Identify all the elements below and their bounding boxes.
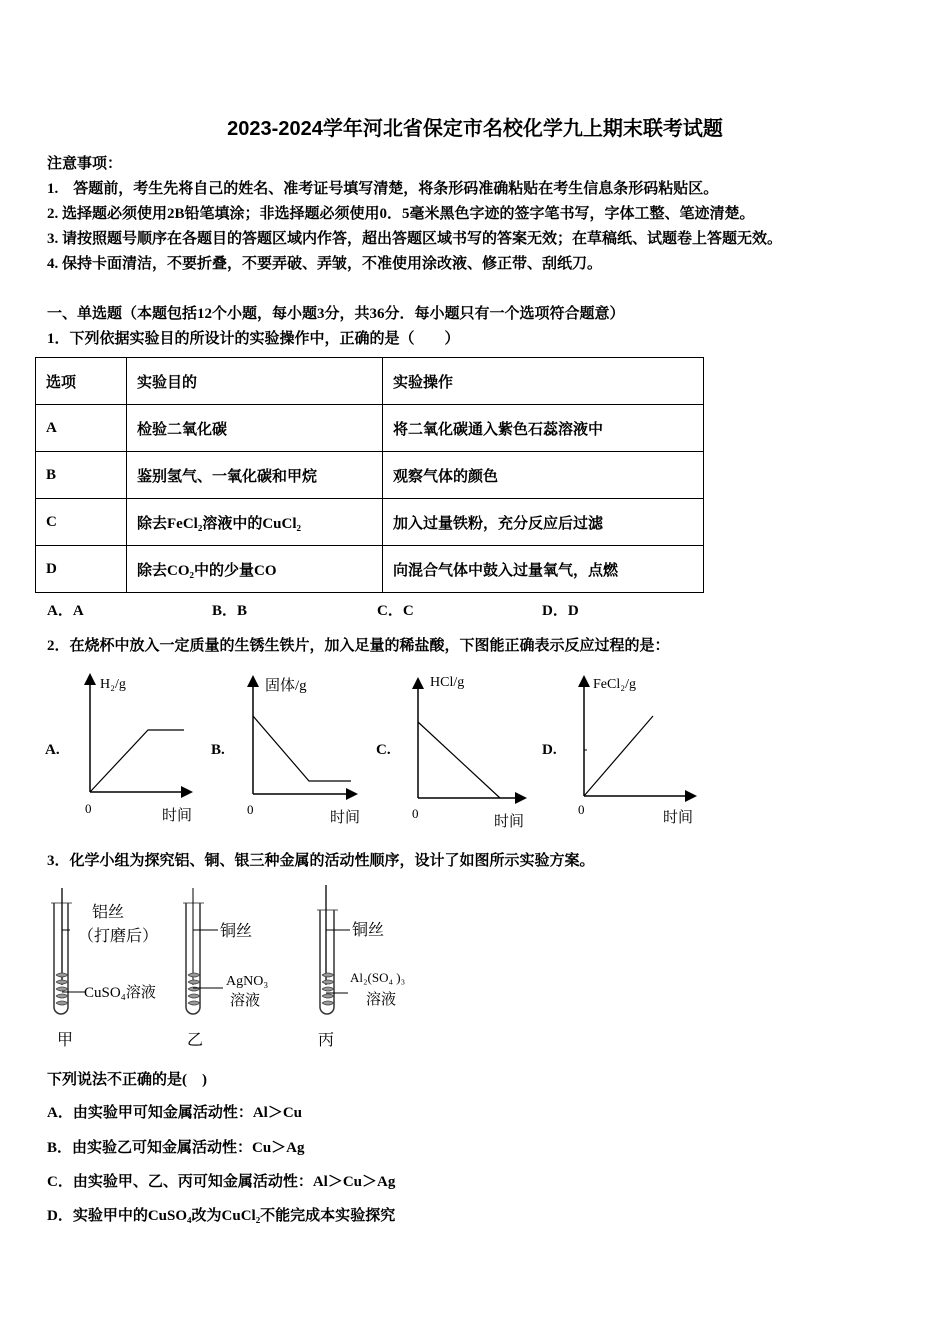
y-axis-label: HCl/g [430,675,465,690]
solution-label: Al₂(SO₄ )₃ [350,970,406,985]
x-axis-label: 时间 [162,808,193,824]
table-cell: 除去CO₂中的少量CO [127,546,383,593]
origin-label: 0 [85,801,92,816]
solution-label-2: 溶液 [366,992,397,1008]
question-3-prompt: 下列说法不正确的是( ) [47,1072,207,1088]
table-row [36,452,704,499]
graph-option-label: A. [45,742,60,758]
wire-note: （打磨后） [78,928,159,945]
y-axis-label: H₂/g [100,677,126,692]
origin-label: 0 [412,806,419,821]
table-cell: 向混合气体中鼓入过量氧气，点燃 [383,546,704,593]
curve [418,722,500,798]
question-3-stem: 3．化学小组为探究铝、铜、银三种金属的活动性顺序，设计了如图所示实验方案。 [47,853,595,869]
test-tube-bing [317,885,405,1049]
table-cell: 将二氧化碳通入紫色石蕊溶液中 [383,405,704,452]
origin-label: 0 [578,802,585,817]
question-1-stem: 1．下列依据实验目的所设计的实验操作中，正确的是（ ） [47,331,460,347]
table-cell: 鉴别氢气、一氧化碳和甲烷 [127,452,383,499]
graph-b [225,668,385,828]
x-axis-label: 时间 [494,814,525,830]
tube-name: 甲 [57,1032,74,1049]
table-cell: 观察气体的颜色 [383,452,704,499]
question-1-option: D．D [542,603,579,619]
wire-label: 铜丝 [352,922,385,939]
table-cell: B [36,452,127,499]
notice-item: 1. 答题前，考生先将自己的姓名、准考证号填写清楚，将条形码准确粘贴在考生信息条形码粘贴区。 [47,181,719,197]
y-axis-label: FeCl₂/g [593,677,636,692]
question-3-option: B．由实验乙可知金属活动性：Cu＞Ag [47,1140,305,1156]
solution-label: AgNO₃ [226,974,269,989]
graph-a [60,668,220,828]
graph-c [392,668,552,833]
notice-item: 2. 选择题必须使用2B铅笔填涂；非选择题必须使用0．5毫米黑色字迹的签字笔书写，字体工整、笔迹清楚。 [47,206,755,222]
table-cell: 加入过量铁粉，充分反应后过滤 [383,499,704,546]
table-row [36,499,704,546]
x-axis-label: 时间 [330,810,361,826]
question-1-table [35,357,704,593]
table-cell: 除去FeCl₂溶液中的CuCl₂ [127,499,383,546]
solution-label-2: 溶液 [230,993,261,1009]
table-header-row [36,358,704,405]
table-header: 实验目的 [127,358,383,405]
table-row [36,405,704,452]
question-1-option: B．B [212,603,248,619]
graph-option-label: B. [211,742,225,758]
table-cell: 检验二氧化碳 [127,405,383,452]
tube-name: 丙 [318,1032,335,1049]
table-header: 选项 [36,358,127,405]
question-2-stem: 2．在烧杯中放入一定质量的生锈生铁片，加入足量的稀盐酸，下图能正确表示反应过程的是： [47,638,670,654]
test-tube-diagram [40,885,460,1055]
tube-name: 乙 [187,1032,204,1049]
test-tube-yi [183,888,268,1049]
page-title: 2023-2024学年河北省保定市名校化学九上期末联考试题 [227,118,723,140]
table-row [36,546,704,593]
question-3-option: C．由实验甲、乙、丙可知金属活动性：Al＞Cu＞Ag [47,1174,396,1190]
table-cell: D [36,546,127,593]
table-cell: C [36,499,127,546]
curve [253,716,351,781]
wire-label: 铜丝 [220,923,253,940]
question-3-option: D．实验甲中的CuSO₄改为CuCl₂不能完成本实验探究 [47,1208,396,1224]
x-axis-label: 时间 [663,810,694,826]
origin-label: 0 [247,802,254,817]
test-tube-jia [51,888,158,1049]
curve [90,730,184,792]
notice-heading: 注意事项： [47,156,123,172]
question-1-option: C．C [377,603,414,619]
wire-label: 铝丝 [92,904,125,921]
question-1-option: A．A [47,603,84,619]
solution-label: CuSO₄溶液 [84,985,156,1001]
section-heading: 一、单选题（本题包括12个小题，每小题3分，共36分．每小题只有一个选项符合题意） [47,306,625,322]
graph-d [558,668,718,828]
table-cell: A [36,405,127,452]
y-axis-label: 固体/g [265,678,307,694]
question-3-option: A．由实验甲可知金属活动性：Al＞Cu [47,1105,303,1121]
curve [584,716,653,796]
table-header: 实验操作 [383,358,704,405]
graph-option-label: D. [542,742,557,758]
notice-item: 4. 保持卡面清洁，不要折叠，不要弄破、弄皱，不准使用涂改液、修正带、刮纸刀。 [47,256,603,272]
graph-option-label: C. [376,742,391,758]
notice-item: 3. 请按照题号顺序在各题目的答题区域内作答，超出答题区域书写的答案无效；在草稿纸、试题卷上答题无效。 [47,231,783,247]
